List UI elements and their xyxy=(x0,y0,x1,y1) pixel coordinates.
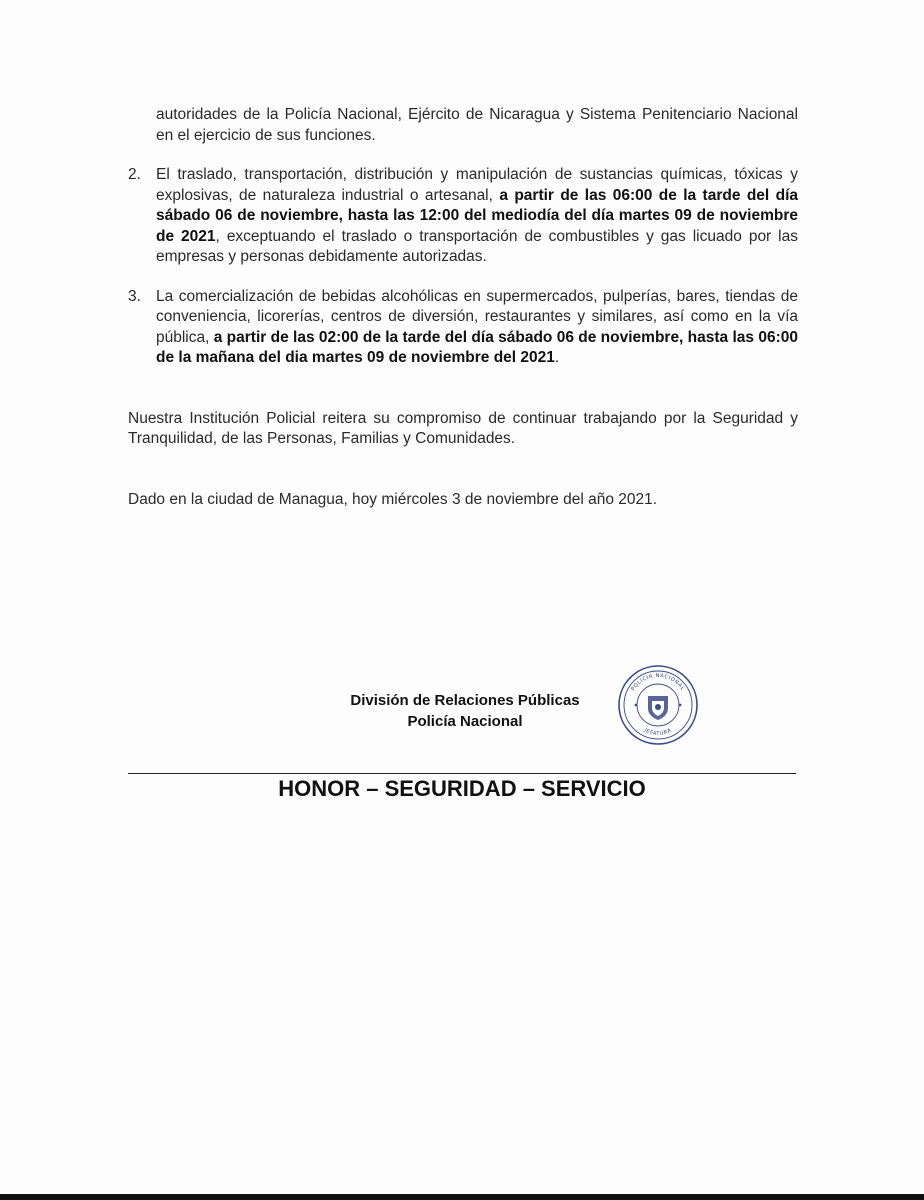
item-text-after: , exceptuando el traslado o transportación de combustibles y gas licuado por las empresas y personas debidamente autorizadas. xyxy=(156,227,798,265)
signature-block xyxy=(300,690,630,732)
item-number: 2. xyxy=(128,166,141,183)
document-body xyxy=(128,105,798,510)
footer-divider xyxy=(128,773,796,774)
item-text xyxy=(156,165,798,268)
svg-text:JEFATURA: JEFATURA xyxy=(643,727,673,738)
signature-line-1: División de Relaciones Públicas xyxy=(350,692,580,709)
footer-motto: HONOR – SEGURIDAD – SERVICIO xyxy=(278,776,646,801)
dated-line: Dado en la ciudad de Managua, hoy miércoles 3 de noviembre del año 2021. xyxy=(128,490,658,508)
item-text-before: La comercialización de bebidas alcohólicas en supermercados, pulperías, bares, tiendas de conveniencia, licorerías, centros de diversión, restaurantes y similares, así como en la vía pública, xyxy=(156,287,798,346)
item-number: 3. xyxy=(128,287,141,305)
intro-continuation: autoridades de la Policía Nacional, Ejército de Nicaragua y Sistema Penitenciario Nacional en el ejercicio de sus funciones. xyxy=(156,106,798,144)
item-text-before: El traslado, transportación, distribución y manipulación de sustancias químicas, tóxicas y explosivas, de naturaleza industrial o artesanal, xyxy=(156,166,798,204)
svg-text:POLICIA NACIONAL: POLICIA NACIONAL xyxy=(630,672,686,693)
signature-line-2: Policía Nacional xyxy=(407,713,523,730)
item-text xyxy=(156,287,798,369)
list-item xyxy=(128,287,798,369)
police-seal-icon xyxy=(616,663,700,747)
bottom-edge-bar xyxy=(0,1194,924,1200)
item-text-bold: a partir de las 02:00 de la tarde del día sábado 06 de noviembre, hasta las 06:00 de la mañana del dia martes 09 de noviembre del 2021 xyxy=(156,328,798,366)
closing-paragraph: Nuestra Institución Policial reitera su compromiso de continuar trabajando por la Seguridad y Tranquilidad, de las Personas, Familias y Comunidades. xyxy=(128,409,798,447)
list-item xyxy=(128,165,798,268)
item-text-after: . xyxy=(554,349,560,366)
item-text-bold: a partir de las 06:00 de la tarde del día sábado 06 de noviembre, hasta las 12:00 del mediodía del día martes 09 de noviembre de 2021 xyxy=(156,186,799,245)
